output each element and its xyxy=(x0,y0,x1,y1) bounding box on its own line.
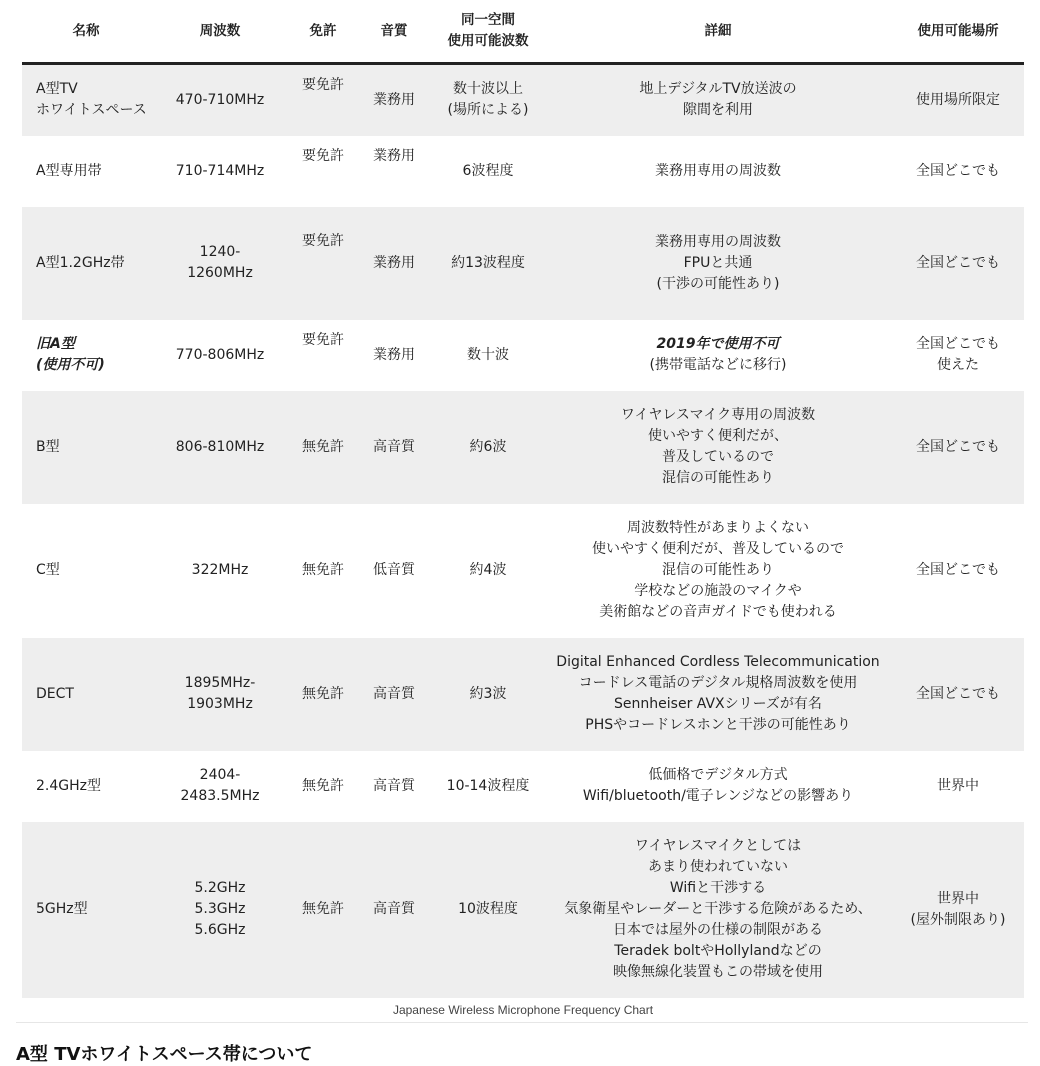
section-divider xyxy=(16,1022,1028,1023)
cell-license: 無免許 xyxy=(302,777,344,794)
cell-quality: 高音質 xyxy=(356,822,432,998)
header-frequency: 周波数 xyxy=(150,0,290,64)
cell-quality: 業務用 xyxy=(356,64,432,136)
cell-license: 無免許 xyxy=(290,638,356,751)
cell-detail: 低価格でデジタル方式 Wifi/bluetooth/電子レンジなどの影響あり xyxy=(582,767,854,804)
table-row xyxy=(22,504,1024,638)
frequency-table xyxy=(22,0,1024,998)
cell-detail: Digital Enhanced Cordless Telecommunication コードレス電話のデジタル規格周波数を使用 Sennheiser AVXシリーズが有名 PHSやコードレスホンと干渉の可能性あり xyxy=(544,638,892,751)
cell-detail: ワイヤレスマイクとしては あまり使われていない Wifiと干渉する 気象衛星やレーダーと干渉する危険があるため、 日本では屋外の仕様の制限がある Teradek boltやHollylandなどの 映像無線化装置もこの帯域を使用 xyxy=(544,822,892,998)
cell-license: 無免許 xyxy=(290,822,356,998)
cell-channel-count: 約3波 xyxy=(432,638,544,751)
cell-channel-count: 約13波程度 xyxy=(432,207,544,320)
cell-frequency: 710-714MHz xyxy=(175,162,265,179)
table-row xyxy=(22,751,1024,822)
cell-license: 無免許 xyxy=(302,562,344,578)
cell-name: DECT xyxy=(22,638,150,751)
header-place: 使用可能場所 xyxy=(892,0,1024,64)
header-channel-count: 同一空間 使用可能波数 xyxy=(432,0,544,64)
table-row xyxy=(22,136,1024,207)
cell-name: B型 xyxy=(22,391,150,504)
cell-name: 旧A型 (使用不可) xyxy=(36,336,105,373)
table-header-row xyxy=(22,0,1024,64)
table-row xyxy=(22,822,1024,998)
cell-channel-count: 数十波 xyxy=(467,346,509,363)
cell-channel-count: 10-14波程度 xyxy=(446,777,530,794)
table-row xyxy=(22,391,1024,504)
cell-frequency: 2404- 2483.5MHz xyxy=(180,767,260,804)
cell-frequency: 470-710MHz xyxy=(150,64,290,136)
cell-detail: 2019年で使用不可 (携帯電話などに移行) xyxy=(649,336,787,373)
cell-channel-count: 10波程度 xyxy=(432,822,544,998)
cell-detail: 周波数特性があまりよくない 使いやすく便利だが、普及しているので 混信の可能性あり 学校などの施設のマイクや 美術館などの音声ガイドでも使われる xyxy=(592,520,844,620)
cell-name: A型TV ホワイトスペース xyxy=(22,64,150,136)
header-detail: 詳細 xyxy=(544,0,892,64)
cell-place: 全国どこでも xyxy=(916,562,1000,578)
cell-place: 世界中 xyxy=(937,777,979,794)
cell-name: 2.4GHz型 xyxy=(36,777,101,794)
cell-place: 全国どこでも xyxy=(892,391,1024,504)
cell-place: 全国どこでも xyxy=(892,207,1024,320)
header-quality: 音質 xyxy=(356,0,432,64)
cell-name: A型専用帯 xyxy=(36,162,102,179)
cell-name: C型 xyxy=(36,562,60,578)
cell-channel-count: 約6波 xyxy=(432,391,544,504)
cell-quality: 高音質 xyxy=(356,638,432,751)
cell-channel-count: 約4波 xyxy=(469,562,507,578)
cell-frequency: 5.2GHz 5.3GHz 5.6GHz xyxy=(150,822,290,998)
header-license: 免許 xyxy=(290,0,356,64)
cell-frequency: 1895MHz- 1903MHz xyxy=(150,638,290,751)
table-row xyxy=(22,638,1024,751)
cell-channel-count: 数十波以上 (場所による) xyxy=(432,64,544,136)
header-name: 名称 xyxy=(22,0,150,64)
cell-name: 5GHz型 xyxy=(22,822,150,998)
cell-license: 要免許 xyxy=(290,64,356,136)
cell-detail: 地上デジタルTV放送波の 隙間を利用 xyxy=(544,64,892,136)
cell-license: 無免許 xyxy=(290,391,356,504)
cell-detail: ワイヤレスマイク専用の周波数 使いやすく便利だが、 普及しているので 混信の可能性あり xyxy=(544,391,892,504)
section-heading: A型 TVホワイトスペース帯について xyxy=(16,1044,313,1065)
cell-frequency: 806-810MHz xyxy=(150,391,290,504)
cell-quality: 高音質 xyxy=(373,777,415,794)
cell-detail: 業務用専用の周波数 FPUと共通 (干渉の可能性あり) xyxy=(544,207,892,320)
cell-place: 全国どこでも xyxy=(892,638,1024,751)
cell-frequency: 1240- 1260MHz xyxy=(150,207,290,320)
cell-license: 要免許 xyxy=(302,147,344,164)
table-row xyxy=(22,64,1024,136)
cell-quality: 低音質 xyxy=(373,562,415,578)
cell-license: 要免許 xyxy=(290,207,356,320)
table-row xyxy=(22,320,1024,391)
cell-frequency: 322MHz xyxy=(191,562,249,578)
cell-place: 世界中 (屋外制限あり) xyxy=(892,822,1024,998)
cell-channel-count: 6波程度 xyxy=(462,162,514,179)
table-row xyxy=(22,207,1024,320)
cell-place: 全国どこでも xyxy=(916,162,1000,179)
cell-quality: 業務用 xyxy=(373,346,415,363)
cell-license: 要免許 xyxy=(302,331,344,348)
cell-detail: 業務用専用の周波数 xyxy=(655,162,781,179)
cell-quality: 業務用 xyxy=(356,207,432,320)
cell-quality: 高音質 xyxy=(356,391,432,504)
cell-quality: 業務用 xyxy=(373,147,415,164)
table-caption: Japanese Wireless Microphone Frequency Chart xyxy=(392,1003,654,1017)
cell-place: 全国どこでも 使えた xyxy=(916,336,1000,373)
cell-name: A型1.2GHz帯 xyxy=(22,207,150,320)
cell-place: 使用場所限定 xyxy=(892,64,1024,136)
cell-frequency: 770-806MHz xyxy=(175,346,265,363)
